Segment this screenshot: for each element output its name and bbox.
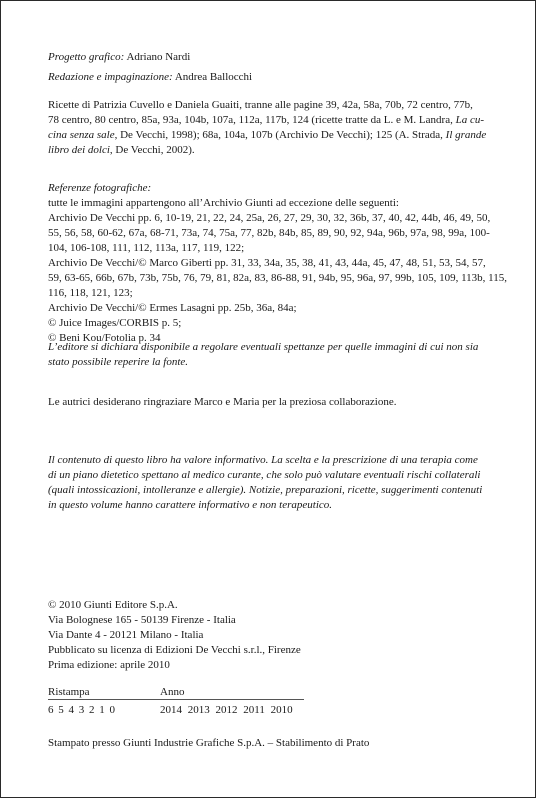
credits-block	[48, 50, 516, 85]
publisher-disclaimer	[48, 340, 516, 370]
copyright-line: © 2010 Giunti Editore S.p.A.	[48, 599, 178, 611]
recipes-line-2-text: 78 centro, 80 centro, 85a, 93a, 104b, 107a, 112a, 117b, 124 (ricette tratte da L. e M. Landra,	[48, 114, 456, 126]
recipes-book2-title-part1: Il grande	[445, 129, 487, 141]
year-label: Anno	[160, 686, 185, 698]
photo-credits-line: © Beni Kou/Fotolia p. 34	[48, 332, 161, 344]
medical-disclaimer-line: (quali intossicazioni, intolleranze e allergie). Notizie, preparazioni, ricette, suggerimenti contenuti	[48, 484, 483, 496]
recipes-line-1: Ricette di Patrizia Cuvello e Daniela Guaiti, tranne alle pagine 39, 42a, 58a, 70b, 72 centro, 77b,	[48, 99, 473, 111]
recipes-book2-title-part2: libro dei dolci	[48, 144, 110, 156]
recipes-line-3	[48, 128, 516, 143]
recipes-line-4	[48, 143, 516, 158]
photo-credits-line: tutte le immagini appartengono all’Archivio Giunti ad eccezione delle seguenti:	[48, 197, 399, 209]
recipes-line-2	[48, 113, 516, 128]
reprint-table	[48, 685, 308, 717]
photo-credits-heading: Referenze fotografiche:	[48, 182, 152, 194]
editing-label: Redazione e impaginazione:	[48, 71, 173, 83]
copyright-block	[48, 598, 516, 673]
acknowledgements-text: Le autrici desiderano ringraziare Marco e Maria per la preziosa collaborazione.	[48, 396, 397, 408]
recipes-book-title-part2: cina senza sale	[48, 129, 115, 141]
acknowledgements	[48, 395, 516, 410]
reprint-label: Ristampa	[48, 686, 90, 698]
recipes-credits	[48, 98, 516, 158]
photo-credits-line: 116, 118, 121, 123;	[48, 287, 133, 299]
disclaimer-line: L’editore si dichiara disponibile a regolare eventuali spettanze per quelle immagini di cui non sia	[48, 341, 479, 353]
photo-credits-line: 104, 106-108, 111, 112, 113a, 117, 119, 122;	[48, 242, 245, 254]
medical-disclaimer-line: di un piano dietetico spettano al medico curante, che solo può valutare eventuali rischi collaterali	[48, 469, 481, 481]
photo-credits-line: Archivio De Vecchi/© Marco Giberti pp. 31, 33, 34a, 35, 38, 41, 43, 44a, 45, 47, 48, 51, 53, 54, 57,	[48, 257, 486, 269]
reprint-header	[48, 685, 308, 699]
photo-credits	[48, 181, 516, 346]
editing-name: Andrea Ballocchi	[174, 71, 253, 83]
reprint-years: 2014 2013 2012 2011 2010	[160, 704, 293, 716]
reprint-numbers: 6 5 4 3 2 1 0	[48, 704, 115, 716]
graphic-design-line	[48, 50, 516, 65]
recipes-line-4-text: , De Vecchi, 2002).	[109, 144, 195, 156]
photo-credits-line: Archivio De Vecchi pp. 6, 10-19, 21, 22, 24, 25a, 26, 27, 29, 30, 32, 36b, 37, 40, 42, 44b, 46, 49, 50,	[48, 212, 491, 224]
copyright-line: Via Dante 4 - 20121 Milano - Italia	[48, 629, 204, 641]
copyright-line: Via Bolognese 165 - 50139 Firenze - Italia	[48, 614, 236, 626]
reprint-values	[48, 703, 308, 717]
colophon-text: Stampato presso Giunti Industrie Grafiche S.p.A. – Stabilimento di Prato	[48, 737, 370, 749]
photo-credits-line: 55, 56, 58, 60-62, 67a, 68-71, 73a, 74, 75a, 77, 82b, 84b, 85, 89, 90, 92, 94a, 96b, 97a, 98, 99a, 100-	[48, 227, 490, 239]
graphic-design-name: Adriano Nardi	[126, 51, 191, 63]
medical-disclaimer-line: in questo volume hanno carattere informativo e non terapeutico.	[48, 499, 333, 511]
medical-disclaimer	[48, 453, 516, 513]
colophon	[48, 736, 516, 751]
disclaimer-line: stato possibile reperire la fonte.	[48, 356, 189, 368]
photo-credits-line: © Juice Images/CORBIS p. 5;	[48, 317, 182, 329]
graphic-design-label: Progetto grafico:	[48, 51, 125, 63]
reprint-divider	[48, 699, 304, 700]
editing-line	[48, 70, 516, 85]
medical-disclaimer-line: Il contenuto di questo libro ha valore informativo. La scelta e la prescrizione di una terapia come	[48, 454, 478, 466]
recipes-book-title-part1: La cu-	[455, 114, 485, 126]
photo-credits-line: Archivio De Vecchi/© Ermes Lasagni pp. 25b, 36a, 84a;	[48, 302, 297, 314]
photo-credits-line: 59, 63-65, 66b, 67b, 73b, 75b, 76, 79, 81, 82a, 83, 86-88, 91, 94b, 95, 96a, 97, 99b, 105, 109, 113b, 115,	[48, 272, 508, 284]
recipes-line-3-text: , De Vecchi, 1998); 68a, 104a, 107b (Archivio De Vecchi); 125 (A. Strada,	[114, 129, 446, 141]
copyright-line: Pubblicato su licenza di Edizioni De Vecchi s.r.l., Firenze	[48, 644, 301, 656]
copyright-line: Prima edizione: aprile 2010	[48, 659, 170, 671]
